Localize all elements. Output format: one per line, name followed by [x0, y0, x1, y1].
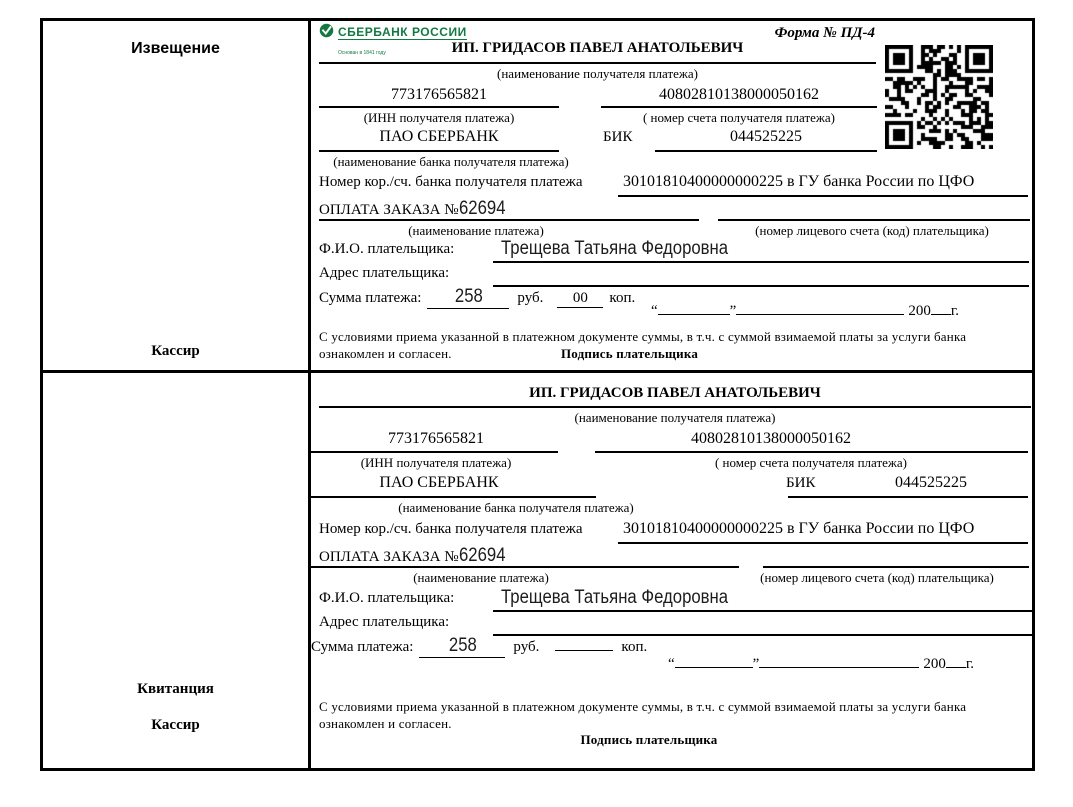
horizontal-divider [40, 370, 1032, 373]
amount-rub-field: 258 [427, 286, 509, 309]
form-number: Форма № ПД-4 [774, 25, 875, 41]
bank-logo-tagline: Основан в 1841 году [338, 50, 386, 56]
payee-name-caption: (наименование получателя платежа) [497, 66, 698, 81]
account-line [601, 106, 877, 108]
amount-row [319, 286, 635, 309]
bik-line [788, 496, 1028, 498]
bik-value: 044525225 [895, 474, 967, 491]
stub-receipt-label: Квитанция [137, 681, 214, 697]
purpose-caption: (наименование платежа) [408, 223, 544, 238]
payee-name-line [319, 406, 1031, 408]
rub-label: руб. [513, 639, 540, 655]
payee-bank-value: ПАО СБЕРБАНК [379, 128, 499, 145]
bik-value: 044525225 [730, 128, 802, 145]
year-suffix: г. [965, 656, 975, 672]
signature-label: Подпись плательщика [561, 346, 699, 361]
terms-line1: С условиями приема указанной в платежном документе суммы, в т.ч. с суммой взимаемой платы за услуги банка [319, 699, 967, 714]
inn-line [311, 451, 558, 453]
bank-logo-text: СБЕРБАНК РОССИИ [338, 25, 467, 39]
corr-value: 30101810400000000225 в ГУ банка России по ЦФО [623, 173, 975, 190]
terms-line2: ознакомлен и согласен. [319, 346, 452, 361]
amount-kop-field [555, 650, 613, 651]
bik-label: БИК [603, 129, 633, 145]
date-day-field [658, 314, 730, 315]
account-caption: ( номер счета получателя платежа) [714, 455, 908, 470]
date-row [668, 656, 974, 673]
open-quote: “ [668, 656, 675, 672]
terms-line1: С условиями приема указанной в платежном документе суммы, в т.ч. с суммой взимаемой платы за услуги банка [319, 329, 967, 344]
payer-name-line [493, 610, 1033, 612]
bik-label: БИК [786, 475, 816, 491]
terms-line2: ознакомлен и согласен. [319, 716, 452, 731]
bik-line [655, 150, 877, 152]
amount-label: Сумма платежа: [311, 639, 414, 655]
purpose-prefix: ОПЛАТА ЗАКАЗА № [319, 202, 459, 218]
sberbank-logo-icon [319, 23, 334, 38]
purpose-line [319, 219, 699, 221]
order-number: 62694 [458, 545, 506, 566]
receipt-form-section [311, 374, 1033, 768]
payer-address-label: Адрес плательщика: [319, 614, 450, 630]
personal-account-caption: (номер лицевого счета (код) плательщика) [755, 223, 989, 238]
account-caption: ( номер счета получателя платежа) [642, 110, 836, 125]
date-month-field [759, 667, 919, 668]
payee-account-value: 40802810138000050162 [691, 430, 851, 447]
payee-inn-value: 773176565821 [388, 430, 484, 447]
amount-label: Сумма платежа: [319, 290, 422, 306]
account-line [595, 451, 1028, 453]
inn-caption: (ИНН получателя платежа) [360, 455, 512, 470]
year-prefix: 200 [908, 303, 931, 319]
personal-account-line [763, 566, 1029, 568]
payer-name-value: Трещева Татьяна Федоровна [501, 587, 729, 608]
payee-name-line [319, 62, 876, 64]
corr-label: Номер кор./сч. банка получателя платежа [319, 521, 583, 537]
payee-inn-value: 773176565821 [391, 86, 487, 103]
payer-name-value: Трещева Татьяна Федоровна [501, 238, 729, 259]
inn-caption: (ИНН получателя платежа) [363, 110, 515, 125]
date-day-field [675, 667, 753, 668]
amount-row [311, 635, 647, 658]
purpose-caption: (наименование платежа) [413, 570, 549, 585]
open-quote: “ [651, 303, 658, 319]
amount-kop-field: 00 [557, 290, 603, 308]
corr-line [618, 195, 1028, 197]
date-row [651, 303, 959, 320]
bank-caption: (наименование банка получателя платежа) [398, 500, 634, 515]
kop-label: коп. [621, 639, 648, 655]
amount-rub-field: 258 [419, 635, 505, 658]
bank-line [319, 150, 559, 152]
inn-line [319, 106, 559, 108]
payee-bank-value: ПАО СБЕРБАНК [379, 474, 499, 491]
bank-line [311, 496, 596, 498]
year-prefix: 200 [923, 656, 946, 672]
corr-label: Номер кор./сч. банка получателя платежа [319, 174, 583, 190]
payee-name: ИП. ГРИДАСОВ ПАВЕЛ АНАТОЛЬЕВИЧ [529, 385, 821, 401]
payer-name-line [493, 261, 1029, 263]
stub-cashier-label-bottom: Кассир [151, 717, 200, 733]
date-month-field [736, 314, 904, 315]
corr-value: 30101810400000000225 в ГУ банка России по ЦФО [623, 520, 975, 537]
payee-name: ИП. ГРИДАСОВ ПАВЕЛ АНАТОЛЬЕВИЧ [451, 40, 744, 56]
payee-name-caption: (наименование получателя платежа) [574, 410, 776, 425]
purpose-row [319, 545, 511, 567]
purpose-row [319, 198, 511, 220]
rub-label: руб. [517, 290, 544, 306]
year-suffix: г. [950, 303, 960, 319]
personal-account-line [718, 219, 1030, 221]
kop-label: коп. [609, 290, 636, 306]
personal-account-caption: (номер лицевого счета (код) плательщика) [760, 570, 994, 585]
stub-cashier-label-top: Кассир [151, 343, 200, 359]
stub-notice-label: Извещение [131, 40, 220, 57]
qr-code [885, 45, 993, 149]
notice-form-section [311, 21, 1033, 370]
bank-caption: (наименование банка получателя платежа) [333, 154, 569, 169]
close-quote: ” [729, 303, 737, 319]
year-field [931, 314, 951, 315]
purpose-prefix: ОПЛАТА ЗАКАЗА № [319, 549, 459, 565]
corr-line [618, 542, 1028, 544]
order-number: 62694 [458, 198, 506, 219]
purpose-line [311, 566, 739, 568]
payer-address-label: Адрес плательщика: [319, 265, 450, 281]
payer-name-label: Ф.И.О. плательщика: [319, 241, 455, 257]
payee-account-value: 40802810138000050162 [659, 86, 819, 103]
close-quote: ” [752, 656, 760, 672]
year-field [946, 667, 966, 668]
payer-name-label: Ф.И.О. плательщика: [319, 590, 455, 606]
signature-label: Подпись плательщика [580, 732, 718, 747]
